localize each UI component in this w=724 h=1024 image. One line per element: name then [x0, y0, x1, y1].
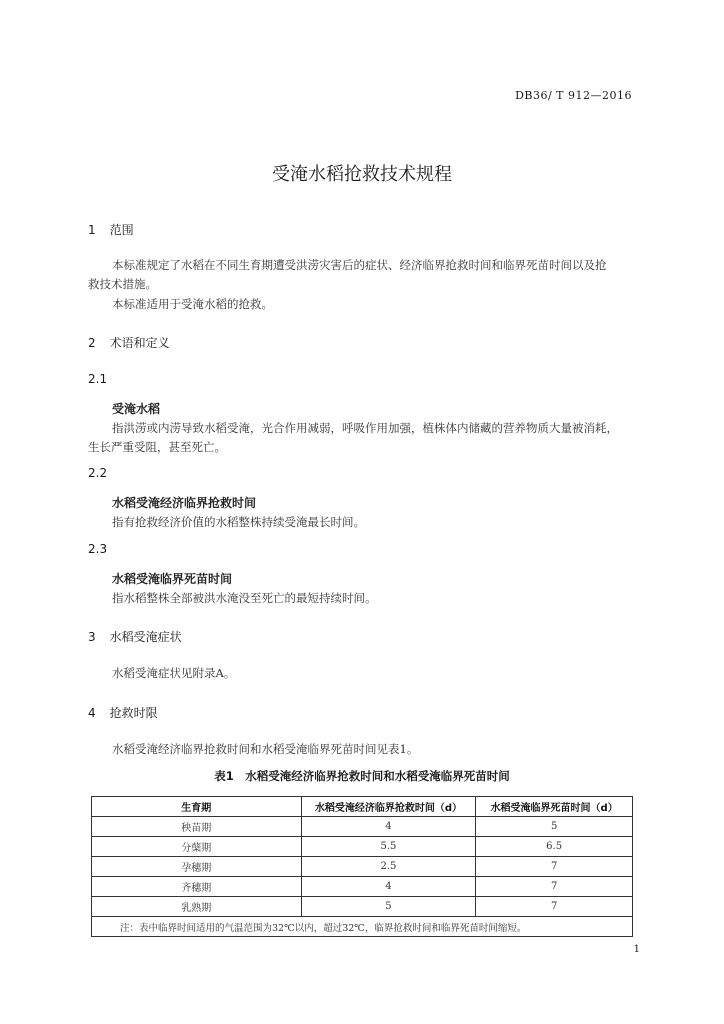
section-1-heading — [88, 221, 134, 238]
death-time-cell: 5 — [476, 817, 633, 837]
paragraph: 水稻受淹经济临界抢救时间和水稻受淹临界死苗时间见表1。 — [112, 742, 419, 756]
term: 水稻受淹临界死苗时间 — [112, 572, 233, 586]
term: 水稻受淹经济临界抢救时间 — [112, 496, 257, 510]
growth-stage-cell: 乳熟期 — [92, 897, 302, 917]
growth-stage-cell: 秧苗期 — [92, 817, 302, 837]
table-row — [92, 837, 633, 857]
page-number: 1 — [633, 944, 640, 955]
death-time-cell: 7 — [476, 877, 633, 897]
critical-time-table — [91, 796, 633, 937]
definition: 生长严重受阻，甚至死亡。 — [88, 440, 226, 454]
section-title: 抢救时限 — [109, 706, 158, 720]
table-row — [92, 897, 633, 917]
death-time-cell: 6.5 — [476, 837, 633, 857]
header-growth-stage: 生育期 — [92, 797, 302, 817]
definition: 指有抢救经济价值的水稻整株持续受淹最长时间。 — [112, 515, 365, 529]
growth-stage-cell: 分蘖期 — [92, 837, 302, 857]
term: 受淹水稻 — [112, 402, 161, 416]
section-number: 1 — [88, 223, 96, 237]
definition: 指水稻整株全部被洪水淹没至死亡的最短持续时间。 — [112, 591, 377, 605]
paragraph: 本标准适用于受淹水稻的抢救。 — [112, 297, 273, 311]
paragraph: 水稻受淹症状见附录A。 — [112, 666, 236, 680]
growth-stage-cell: 齐穗期 — [92, 877, 302, 897]
subsection-number: 2.3 — [88, 542, 108, 556]
section-number: 3 — [88, 630, 96, 644]
standard-code: DB36/ T 912—2016 — [515, 89, 632, 102]
table-caption: 表1 水稻受淹经济临界抢救时间和水稻受淹临界死苗时间 — [214, 769, 510, 783]
table-note: 注：表中临界时间适用的气温范围为32℃以内，超过32℃，临界抢救时间和临界死苗时间缩短。 — [92, 917, 633, 937]
section-number: 4 — [88, 706, 96, 720]
death-time-cell: 7 — [476, 857, 633, 877]
section-title: 范围 — [109, 223, 134, 237]
document-title: 受淹水稻抢救技术规程 — [272, 164, 452, 185]
death-time-cell: 7 — [476, 897, 633, 917]
section-number: 2 — [88, 336, 96, 350]
definition: 指洪涝或内涝导致水稻受淹，光合作用减弱，呼吸作用加强，植株体内储藏的营养物质大量被消耗， — [112, 421, 618, 435]
section-2-heading — [88, 334, 170, 351]
section-title: 术语和定义 — [109, 336, 170, 350]
rescue-time-cell: 5 — [301, 897, 476, 917]
table-header-row — [92, 797, 633, 817]
header-death-time: 水稻受淹临界死苗时间（d） — [476, 797, 633, 817]
rescue-time-cell: 5.5 — [301, 837, 476, 857]
table-row — [92, 857, 633, 877]
section-3-heading — [88, 628, 182, 645]
header-rescue-time: 水稻受淹经济临界抢救时间（d） — [301, 797, 476, 817]
subsection-number: 2.2 — [88, 466, 108, 480]
rescue-time-cell: 4 — [301, 877, 476, 897]
subsection-number: 2.1 — [88, 372, 108, 386]
section-title: 水稻受淹症状 — [109, 630, 182, 644]
section-4-heading — [88, 704, 158, 721]
rescue-time-cell: 2.5 — [301, 857, 476, 877]
paragraph: 救技术措施。 — [88, 277, 157, 291]
paragraph: 本标准规定了水稻在不同生育期遭受洪涝灾害后的症状、经济临界抢救时间和临界死苗时间以及抢 — [112, 258, 607, 272]
growth-stage-cell: 孕穗期 — [92, 857, 302, 877]
table-note-row — [92, 917, 633, 937]
table-row — [92, 877, 633, 897]
rescue-time-cell: 4 — [301, 817, 476, 837]
table-row — [92, 817, 633, 837]
